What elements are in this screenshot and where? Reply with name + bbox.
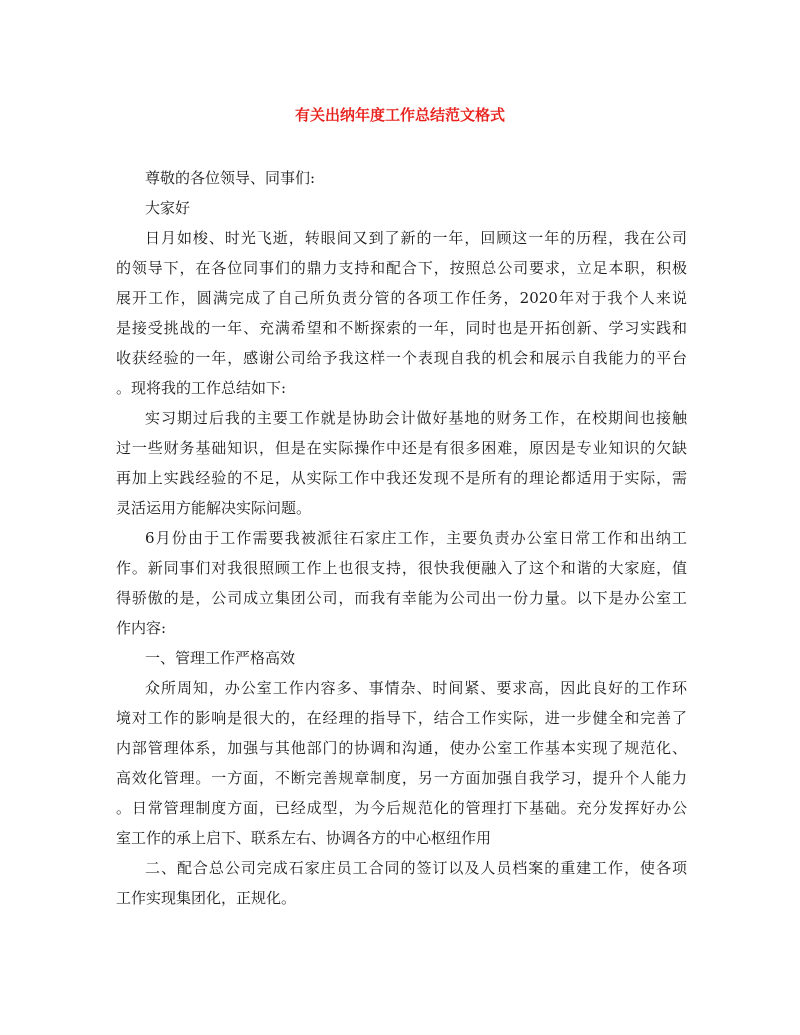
text-line: 过一些财务基础知识，但是在实际操作中还是有很多困难，原因是专业知识的欠缺 <box>116 439 687 457</box>
text-line: 是接受挑战的一年、充满希望和不断探索的一年，同时也是开拓创新、学习实践和 <box>116 319 687 337</box>
text-line: 高效化管理。一方面，不断完善规章制度，另一方面加强自我学习，提升个人能力 <box>116 769 687 787</box>
text-line: 境对工作的影响是很大的，在经理的指导下，结合工作实际，进一步健全和完善了 <box>116 709 687 727</box>
text-line: 灵活运用方能解决实际问题。 <box>116 499 312 517</box>
text-line: 工作实现集团化，正规化。 <box>116 889 297 907</box>
text-line: 。日常管理制度方面，已经成型，为今后规范化的管理打下基础。充分发挥好办公 <box>116 799 687 817</box>
text-line: 内部管理体系，加强与其他部门的协调和沟通，使办公室工作基本实现了规范化、 <box>116 739 687 757</box>
text-line: 二、配合总公司完成石家庄员工合同的签订以及人员档案的重建工作，使各项 <box>145 859 687 877</box>
text-line: 大家好 <box>145 199 191 217</box>
text-line: 实习期过后我的主要工作就是协助会计做好基地的财务工作，在校期间也接触 <box>145 409 687 427</box>
document-title: 有关出纳年度工作总结范文格式 <box>294 106 505 124</box>
text-line: 的领导下，在各位同事们的鼎力支持和配合下，按照总公司要求，立足本职，积极 <box>116 259 687 277</box>
text-line: 再加上实践经验的不足，从实际工作中我还发现不是所有的理论都适用于实际，需 <box>116 469 687 487</box>
text-line: 日月如梭、时光飞逝，转眼间又到了新的一年，回顾这一年的历程，我在公司 <box>145 229 687 247</box>
text-line: 。现将我的工作总结如下: <box>116 379 287 397</box>
document-body <box>116 163 687 913</box>
text-line: 6月份由于工作需要我被派往石家庄工作，主要负责办公室日常工作和出纳工 <box>145 529 687 547</box>
text-line: 得骄傲的是，公司成立集团公司，而我有幸能为公司出一份力量。以下是办公室工 <box>116 589 687 607</box>
text-line: 收获经验的一年，感谢公司给予我这样一个表现自我的机会和展示自我能力的平台 <box>116 349 687 367</box>
text-line: 众所周知，办公室工作内容多、事情杂、时间紧、要求高，因此良好的工作环 <box>145 679 687 697</box>
text-line: 室工作的承上启下、联系左右、协调各方的中心枢纽作用 <box>116 829 492 847</box>
text-line: 展开工作，圆满完成了自己所负责分管的各项工作任务，2020年对于我个人来说 <box>116 289 687 307</box>
text-line: 作内容: <box>116 619 167 637</box>
text-line: 作。新同事们对我很照顾工作上也很支持，很快我便融入了这个和谐的大家庭，值 <box>116 559 687 577</box>
text-line: 一、管理工作严格高效 <box>145 649 296 667</box>
text-line: 尊敬的各位领导、同事们: <box>145 169 316 187</box>
